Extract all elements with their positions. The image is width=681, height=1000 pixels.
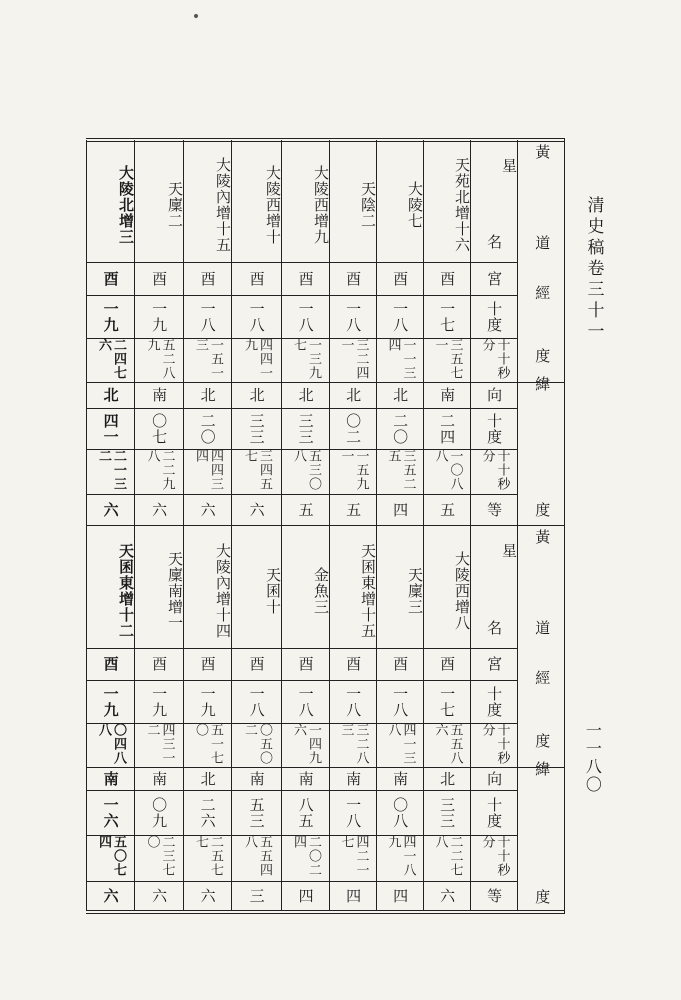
star-minsec: 一三九七 bbox=[291, 338, 321, 380]
star-minsec: 三二八三 bbox=[338, 723, 369, 765]
star-dir: 南 bbox=[247, 770, 266, 787]
star-lat-deg: 二〇 bbox=[391, 412, 410, 445]
star-minsec: 〇五〇二 bbox=[242, 723, 272, 765]
star-palace: 酉 bbox=[344, 656, 363, 672]
header-magnitude: 等 bbox=[485, 501, 504, 518]
star-mag: 六 bbox=[438, 887, 457, 904]
star-lat-minsec: 二一三二 bbox=[96, 449, 126, 491]
star-deg: 一八 bbox=[391, 685, 410, 718]
star-lat-minsec: 五〇七四 bbox=[96, 835, 126, 877]
star-minsec: 三二四一 bbox=[338, 338, 369, 380]
label-dao: 道 bbox=[533, 235, 552, 251]
star-lat-minsec: 二五七七 bbox=[193, 835, 223, 877]
star-lat-minsec: 四一八九 bbox=[385, 835, 416, 877]
star-lat-minsec: 五五四八 bbox=[242, 835, 272, 877]
star-lat-deg: 〇九 bbox=[150, 796, 169, 829]
label-rule bbox=[517, 525, 564, 526]
star-mag: 六 bbox=[150, 501, 169, 518]
label-dao: 道 bbox=[533, 620, 552, 636]
star-palace: 酉 bbox=[296, 656, 315, 672]
header-minsec: 十十秒分 bbox=[479, 723, 510, 765]
star-lat-deg: 三三 bbox=[247, 412, 266, 445]
star-dir: 北 bbox=[391, 387, 410, 403]
label-du-2: 度 bbox=[533, 502, 552, 518]
star-lat-deg: 三三 bbox=[296, 412, 315, 445]
star-minsec: 一一三四 bbox=[385, 338, 416, 380]
star-lat-deg: 一六 bbox=[101, 796, 120, 829]
label-rule bbox=[517, 382, 564, 383]
star-dir: 北 bbox=[198, 387, 217, 403]
star-name[interactable]: 天囷東增十二 bbox=[117, 542, 135, 639]
label-rule bbox=[517, 767, 564, 768]
header-minsec: 十十秒分 bbox=[479, 338, 510, 380]
label-du-1: 度 bbox=[533, 733, 552, 749]
star-lat-minsec: 二〇二四 bbox=[291, 835, 321, 877]
star-mag: 六 bbox=[101, 887, 120, 904]
label-jing: 經 bbox=[533, 285, 552, 301]
star-palace: 酉 bbox=[391, 656, 410, 672]
header-star-label: 星 bbox=[500, 543, 518, 559]
star-dir: 北 bbox=[344, 387, 363, 403]
star-deg: 一八 bbox=[344, 300, 363, 333]
star-deg: 一九 bbox=[198, 685, 217, 718]
star-lat-deg: 〇七 bbox=[150, 412, 169, 445]
star-lat-deg: 一八 bbox=[344, 796, 363, 829]
star-palace: 酉 bbox=[438, 656, 457, 672]
star-minsec: 二四七六 bbox=[96, 338, 126, 380]
star-mag: 六 bbox=[150, 887, 169, 904]
star-mag: 六 bbox=[198, 887, 217, 904]
star-mag: 四 bbox=[296, 887, 315, 904]
star-dir: 北 bbox=[198, 770, 217, 787]
star-name[interactable]: 大陵西增十 bbox=[264, 165, 282, 245]
star-deg: 一八 bbox=[247, 300, 266, 333]
star-palace: 酉 bbox=[296, 270, 315, 287]
star-deg: 一八 bbox=[391, 300, 410, 333]
star-mag: 六 bbox=[247, 501, 266, 518]
star-mag: 三 bbox=[247, 887, 266, 904]
star-palace: 酉 bbox=[150, 656, 169, 672]
star-mag: 四 bbox=[391, 887, 410, 904]
star-palace: 酉 bbox=[247, 270, 266, 287]
star-name[interactable]: 金魚三 bbox=[312, 566, 330, 615]
label-rule bbox=[517, 910, 564, 911]
star-lat-minsec: 三五二五 bbox=[385, 449, 416, 491]
header-star-label: 星 bbox=[500, 158, 518, 174]
star-lat-minsec: 二二七八 bbox=[432, 835, 463, 877]
header-palace: 宮 bbox=[485, 656, 504, 672]
star-lat-minsec: 一五九一 bbox=[338, 449, 369, 491]
star-palace: 酉 bbox=[150, 270, 169, 287]
star-minsec: 五一七〇 bbox=[193, 723, 223, 765]
star-lat-minsec: 三四五七 bbox=[242, 449, 272, 491]
star-dir: 南 bbox=[150, 770, 169, 787]
star-lat-deg: 〇二 bbox=[344, 412, 363, 445]
header-name-label: 名 bbox=[485, 234, 504, 250]
star-name[interactable]: 天囷十 bbox=[264, 566, 282, 615]
table-top-rule bbox=[86, 138, 564, 139]
star-name[interactable]: 天苑北增十六 bbox=[453, 157, 471, 253]
star-mag: 六 bbox=[198, 501, 217, 518]
star-name[interactable]: 天囷東增十五 bbox=[359, 542, 377, 639]
header-lat-deg: 十度 bbox=[485, 412, 504, 445]
star-deg: 一七 bbox=[438, 300, 457, 333]
star-palace: 酉 bbox=[101, 656, 120, 672]
header-deg: 十度 bbox=[485, 300, 504, 333]
star-deg: 一八 bbox=[247, 685, 266, 718]
star-name[interactable]: 大陵七 bbox=[406, 181, 424, 229]
star-name[interactable]: 大陵西增八 bbox=[453, 550, 471, 631]
table-right-rule bbox=[564, 138, 565, 914]
star-deg: 一九 bbox=[150, 685, 169, 718]
star-lat-deg: 八五 bbox=[296, 796, 315, 829]
header-palace: 宮 bbox=[485, 270, 504, 287]
star-mag: 四 bbox=[391, 501, 410, 518]
star-lat-minsec: 四二一七 bbox=[338, 835, 369, 877]
star-name[interactable]: 大陵北增三 bbox=[117, 165, 135, 245]
star-dir: 南 bbox=[101, 770, 120, 787]
star-name[interactable]: 天陰二 bbox=[359, 181, 377, 229]
header-lat-minsec: 十十秒分 bbox=[479, 449, 510, 491]
star-lat-minsec: 四四三四 bbox=[193, 449, 223, 491]
star-dir: 北 bbox=[438, 770, 457, 787]
star-palace: 酉 bbox=[247, 656, 266, 672]
header-dir: 向 bbox=[485, 770, 504, 787]
label-wei: 緯 bbox=[533, 761, 552, 777]
label-du-1: 度 bbox=[533, 348, 552, 364]
label-du-2: 度 bbox=[533, 889, 552, 905]
row-divider bbox=[86, 525, 517, 526]
star-lat-deg: 二〇 bbox=[198, 412, 217, 445]
header-magnitude: 等 bbox=[485, 887, 504, 904]
star-palace: 酉 bbox=[391, 270, 410, 287]
star-palace: 酉 bbox=[198, 270, 217, 287]
page-number: 一一八〇 bbox=[583, 722, 603, 794]
star-palace: 酉 bbox=[198, 656, 217, 672]
star-name[interactable]: 天廩三 bbox=[406, 566, 424, 615]
star-deg: 一八 bbox=[198, 300, 217, 333]
star-deg: 一八 bbox=[344, 685, 363, 718]
header-lat-deg: 十度 bbox=[485, 796, 504, 829]
star-name[interactable]: 大陵內增十五 bbox=[214, 157, 232, 253]
star-minsec: 四三一二 bbox=[144, 723, 175, 765]
star-name[interactable]: 天廩南增一 bbox=[166, 550, 184, 631]
star-minsec: 一四九六 bbox=[291, 723, 321, 765]
table-bottom-rule-2 bbox=[86, 913, 564, 914]
star-minsec: 〇四八八 bbox=[96, 723, 126, 765]
star-deg: 一九 bbox=[101, 300, 120, 333]
star-dir: 南 bbox=[344, 770, 363, 787]
star-name[interactable]: 大陵西增九 bbox=[312, 165, 330, 245]
star-lat-minsec: 一〇八八 bbox=[432, 449, 463, 491]
star-mag: 四 bbox=[344, 887, 363, 904]
star-deg: 一九 bbox=[150, 300, 169, 333]
star-lat-minsec: 二二九八 bbox=[144, 449, 175, 491]
star-dir: 北 bbox=[296, 387, 315, 403]
star-name[interactable]: 大陵內增十四 bbox=[214, 542, 232, 639]
star-minsec: 五二八九 bbox=[144, 338, 175, 380]
label-wei: 緯 bbox=[533, 376, 552, 392]
star-lat-minsec: 五三〇八 bbox=[291, 449, 321, 491]
star-palace: 酉 bbox=[101, 270, 120, 287]
star-palace: 酉 bbox=[344, 270, 363, 287]
star-dir: 南 bbox=[296, 770, 315, 787]
label-jing: 經 bbox=[533, 670, 552, 686]
star-minsec: 五五八六 bbox=[432, 723, 463, 765]
row-divider bbox=[86, 910, 564, 911]
star-mag: 五 bbox=[296, 501, 315, 518]
star-dir: 北 bbox=[101, 387, 120, 403]
star-dir: 南 bbox=[150, 387, 169, 403]
header-deg: 十度 bbox=[485, 685, 504, 718]
star-lat-deg: 二四 bbox=[438, 412, 457, 445]
star-dir: 南 bbox=[391, 770, 410, 787]
header-dir: 向 bbox=[485, 387, 504, 403]
star-lat-minsec: 二三七〇 bbox=[144, 835, 175, 877]
star-palace: 酉 bbox=[438, 270, 457, 287]
star-lat-deg: 二六 bbox=[198, 796, 217, 829]
label-huang: 黃 bbox=[533, 529, 552, 545]
star-deg: 一九 bbox=[101, 685, 120, 718]
header-name-label: 名 bbox=[485, 620, 504, 636]
star-deg: 一八 bbox=[296, 300, 315, 333]
star-dir: 北 bbox=[247, 387, 266, 403]
page-title: 清史稿卷三十一 bbox=[583, 196, 604, 343]
star-deg: 一七 bbox=[438, 685, 457, 718]
star-dir: 南 bbox=[438, 387, 457, 403]
star-mag: 五 bbox=[344, 501, 363, 518]
star-lat-deg: 三三 bbox=[438, 796, 457, 829]
star-deg: 一八 bbox=[296, 685, 315, 718]
star-minsec: 四四一九 bbox=[242, 338, 272, 380]
star-minsec: 三五七一 bbox=[432, 338, 463, 380]
star-lat-deg: 〇八 bbox=[391, 796, 410, 829]
star-mag: 五 bbox=[438, 501, 457, 518]
label-huang: 黃 bbox=[533, 144, 552, 160]
star-minsec: 四一三八 bbox=[385, 723, 416, 765]
star-lat-deg: 四一 bbox=[101, 412, 120, 445]
star-lat-deg: 五三 bbox=[247, 796, 266, 829]
star-mag: 六 bbox=[101, 501, 120, 518]
star-minsec: 一五一三 bbox=[193, 338, 223, 380]
star-name[interactable]: 天廩二 bbox=[166, 181, 184, 229]
header-lat-minsec: 十十秒分 bbox=[479, 835, 510, 877]
ink-speck bbox=[193, 13, 198, 18]
